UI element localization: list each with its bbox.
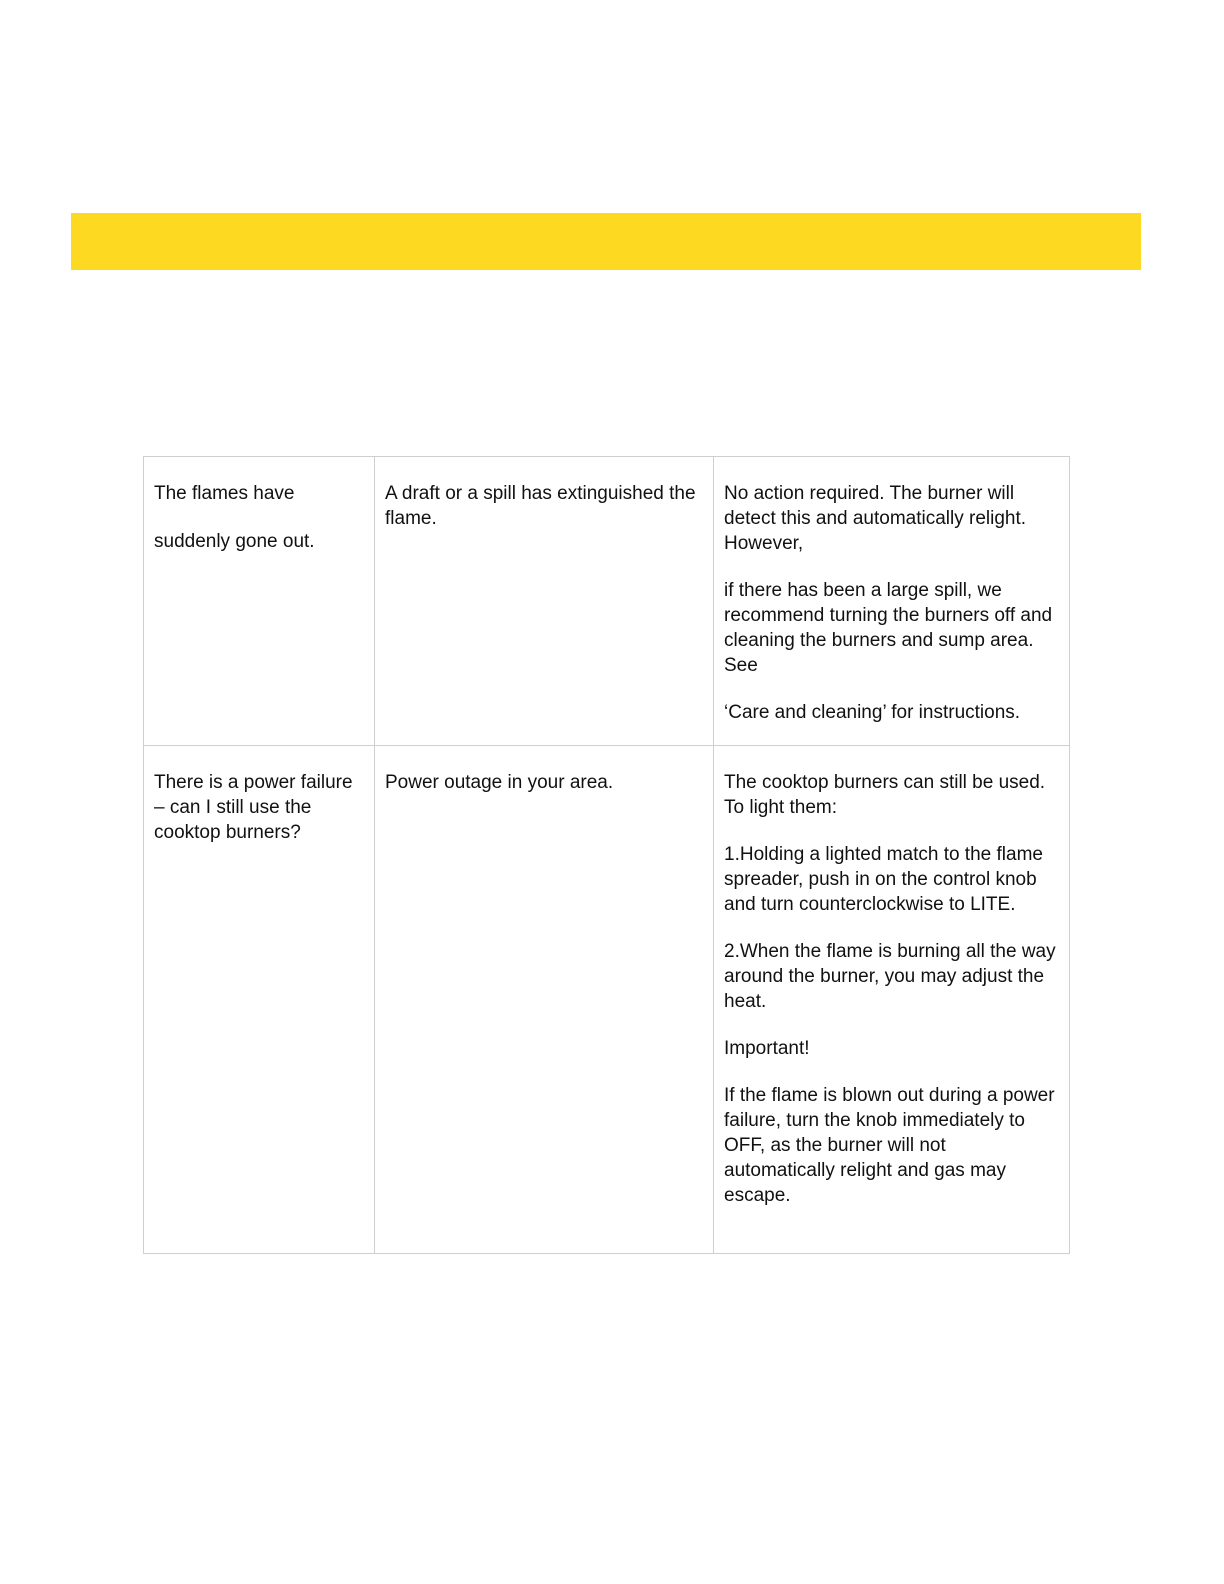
problem-text: There is a power failure – can I still use the cooktop burners? xyxy=(154,772,353,843)
solution-paragraph: if there has been a large spill, we recommend turning the burners off and cleaning the burners and sump area. See xyxy=(724,580,1053,676)
solution-cell xyxy=(714,457,1070,746)
troubleshooting-table xyxy=(143,456,1070,1254)
solution-cell xyxy=(714,746,1070,1254)
table-row xyxy=(144,457,1070,746)
solution-paragraph: No action required. The burner will detect this and automatically relight. However, xyxy=(724,483,1027,554)
warning-paragraph: If the flame is blown out during a power failure, turn the knob immediately to OFF, as the burner will not automatically relight and gas may escape. xyxy=(724,1085,1055,1206)
solution-step-1: 1.Holding a lighted match to the flame spreader, push in on the control knob and turn counterclockwise to LITE. xyxy=(724,844,1043,915)
cause-cell xyxy=(375,746,714,1254)
solution-paragraph: ‘Care and cleaning’ for instructions. xyxy=(724,702,1021,723)
header-accent-bar xyxy=(71,213,1141,270)
important-label: Important! xyxy=(724,1038,810,1059)
cause-text: Power outage in your area. xyxy=(385,772,614,793)
problem-cell xyxy=(144,746,375,1254)
problem-cell xyxy=(144,457,375,746)
table-row xyxy=(144,746,1070,1254)
problem-text-line: suddenly gone out. xyxy=(154,531,315,552)
solution-paragraph: The cooktop burners can still be used. To light them: xyxy=(724,772,1046,818)
cause-text: A draft or a spill has extinguished the flame. xyxy=(385,483,696,529)
cause-cell xyxy=(375,457,714,746)
problem-text-line: The flames have xyxy=(154,483,295,504)
solution-step-2: 2.When the flame is burning all the way around the burner, you may adjust the heat. xyxy=(724,941,1056,1012)
